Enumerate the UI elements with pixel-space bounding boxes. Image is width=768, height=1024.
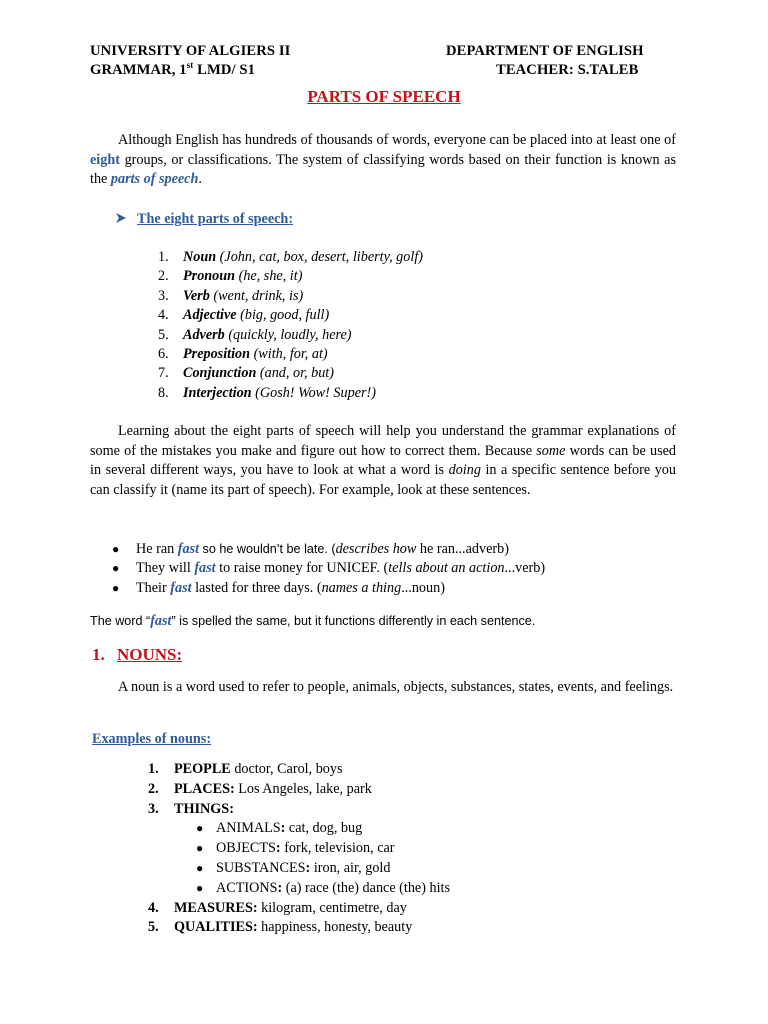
list-item <box>148 899 450 919</box>
list-item <box>158 384 423 403</box>
eight-parts-heading <box>115 210 293 230</box>
thing-category: SUBSTANCES <box>216 859 306 876</box>
list-item <box>148 780 450 800</box>
nouns-heading <box>92 645 182 665</box>
part-name: Conjunction <box>183 365 257 382</box>
thing-examples: iron, air, gold <box>310 859 391 876</box>
example-note: describes how <box>335 541 417 557</box>
bullet-icon: ● <box>112 561 120 576</box>
example-sentences <box>112 540 545 598</box>
noun-category: PEOPLE <box>174 761 231 777</box>
thing-examples: cat, dog, bug <box>285 820 363 837</box>
part-name: Noun <box>183 249 217 265</box>
parts-list <box>158 248 423 403</box>
example-text: ...noun) <box>401 579 445 596</box>
thing-category: ANIMALS <box>216 820 281 837</box>
noun-definition-text: A noun is a word used to refer to people, animals, objects, substances, states, events, and feelings. <box>118 679 674 695</box>
page-title: PARTS OF SPEECH <box>307 87 461 106</box>
noun-definition <box>90 678 676 698</box>
intro-text-2: groups, or classifications. The system of classifying words based on their function is known as the <box>90 151 676 187</box>
noun-category-examples: happiness, honesty, beauty <box>257 919 413 936</box>
part-examples: (John, cat, box, desert, liberty, golf) <box>216 249 423 265</box>
thing-category: ACTIONS <box>216 879 278 896</box>
list-item <box>196 879 450 899</box>
example-text: lasted for three days. ( <box>191 579 322 596</box>
part-name: Adverb <box>183 326 225 343</box>
learning-paragraph <box>90 422 676 500</box>
list-item <box>196 819 450 839</box>
list-number: 6. <box>158 345 169 362</box>
noun-category-examples: kilogram, centimetre, day <box>257 899 407 916</box>
list-item <box>158 287 423 306</box>
part-examples: (and, or, but) <box>256 365 334 382</box>
arrowhead-icon <box>115 212 127 224</box>
noun-category-examples: doctor, Carol, boys <box>230 761 343 777</box>
thing-colon: : <box>275 840 281 857</box>
thing-examples: fork, television, car <box>280 840 395 857</box>
learning-text-3: in a specific sentence before you can classify it (name its part of speech). For example, look at these sentences. <box>90 462 676 498</box>
nouns-heading-number: 1. <box>92 645 105 664</box>
nouns-heading-label: NOUNS: <box>117 645 183 664</box>
example-text: ...verb) <box>504 560 546 577</box>
list-number: 5. <box>158 326 169 343</box>
thing-colon: : <box>280 820 286 837</box>
example-text: to raise money for UNICEF. ( <box>215 560 389 577</box>
noun-category: QUALITIES: <box>174 919 258 936</box>
example-fast: fast <box>194 560 216 577</box>
fast-summary-pre: The word “ <box>90 614 151 628</box>
header-university: UNIVERSITY OF ALGIERS II <box>90 43 291 59</box>
intro-text-1: Although English has hundreds of thousands of words, everyone can be placed into at least one of <box>118 132 676 148</box>
example-text: he ran...adverb) <box>416 541 509 557</box>
list-item <box>112 559 545 578</box>
header-course-rest: LMD/ S1 <box>193 62 255 78</box>
thing-examples: (a) race (the) dance (the) hits <box>282 879 451 896</box>
part-examples: (Gosh! Wow! Super!) <box>251 384 376 401</box>
list-number: 2. <box>158 268 169 285</box>
bullet-icon: ● <box>196 841 204 856</box>
fast-summary-post: ” is spelled the same, but it functions differently in each sentence. <box>171 614 536 628</box>
example-text: They will <box>136 560 195 577</box>
list-item <box>112 540 545 559</box>
header-course-sup: st <box>186 60 194 71</box>
list-item <box>148 800 450 820</box>
bullet-icon: ● <box>196 821 204 836</box>
things-sublist <box>148 819 450 898</box>
part-examples: (big, good, full) <box>236 307 330 324</box>
list-number: 8. <box>158 384 169 401</box>
part-examples: (with, for, at) <box>250 345 328 362</box>
examples-of-nouns-heading: Examples of nouns: <box>92 731 212 747</box>
learning-text-1: Learning about the eight parts of speech will help you understand the grammar explanations of some of the mistakes you make and figure out how to correct them. Because <box>90 423 676 459</box>
intro-eight: eight <box>90 151 120 168</box>
list-number: 3. <box>148 800 159 817</box>
fast-summary <box>90 612 535 632</box>
thing-colon: : <box>305 859 311 876</box>
list-item <box>158 267 423 286</box>
list-number: 1. <box>158 249 169 265</box>
example-text: He ran <box>136 541 178 557</box>
header-course-main: GRAMMAR, 1 <box>90 62 187 78</box>
learning-text-2: words can be used in several different ways, you have to look at what a word is <box>90 442 676 478</box>
part-name: Interjection <box>183 384 252 401</box>
list-number: 1. <box>148 761 159 777</box>
list-item <box>148 760 450 780</box>
example-note: tells about an action <box>388 560 505 577</box>
bullet-icon: ● <box>112 542 120 556</box>
intro-text-3: . <box>198 171 202 187</box>
list-item <box>158 345 423 364</box>
header-course <box>90 61 255 81</box>
thing-category: OBJECTS <box>216 840 276 857</box>
noun-category: THINGS: <box>174 800 234 817</box>
learning-doing: doing <box>448 462 481 478</box>
header-teacher: TEACHER: S.TALEB <box>496 62 639 78</box>
bullet-icon: ● <box>112 580 120 595</box>
list-item <box>158 306 423 325</box>
list-item <box>158 248 423 267</box>
example-fast: fast <box>177 541 200 557</box>
fast-summary-word: fast <box>150 613 172 629</box>
list-item <box>196 859 450 879</box>
list-item <box>158 364 423 383</box>
part-examples: (went, drink, is) <box>209 287 304 304</box>
eight-parts-heading-text: The eight parts of speech: <box>137 211 294 227</box>
intro-paragraph <box>90 131 676 190</box>
part-name: Preposition <box>183 345 251 362</box>
example-fast: fast <box>170 579 192 596</box>
part-examples: (he, she, it) <box>235 268 303 285</box>
list-item <box>112 579 545 598</box>
list-number: 7. <box>158 365 169 382</box>
list-number: 4. <box>148 899 159 916</box>
noun-examples-list <box>148 760 450 938</box>
thing-colon: : <box>277 879 283 896</box>
list-number: 4. <box>158 307 169 324</box>
part-name: Pronoun <box>183 268 236 285</box>
list-number: 2. <box>148 780 159 797</box>
list-number: 5. <box>148 919 159 936</box>
part-examples: (quickly, loudly, here) <box>224 326 352 343</box>
intro-parts-of-speech: parts of speech <box>110 171 199 187</box>
list-item <box>196 839 450 859</box>
header-department: DEPARTMENT OF ENGLISH <box>446 43 644 59</box>
part-name: Adjective <box>183 307 237 324</box>
list-item <box>148 918 450 938</box>
noun-category: PLACES: <box>174 780 235 797</box>
part-name: Verb <box>183 287 210 304</box>
list-item <box>158 326 423 345</box>
bullet-icon: ● <box>196 860 204 875</box>
example-text: Their <box>136 579 171 596</box>
example-note: names a thing <box>321 579 402 596</box>
list-number: 3. <box>158 287 169 304</box>
learning-some: some <box>536 442 566 459</box>
example-text: so he wouldn’t be late. ( <box>199 542 336 556</box>
noun-category: MEASURES: <box>174 899 258 916</box>
bullet-icon: ● <box>196 880 204 895</box>
noun-category-examples: Los Angeles, lake, park <box>234 780 372 797</box>
